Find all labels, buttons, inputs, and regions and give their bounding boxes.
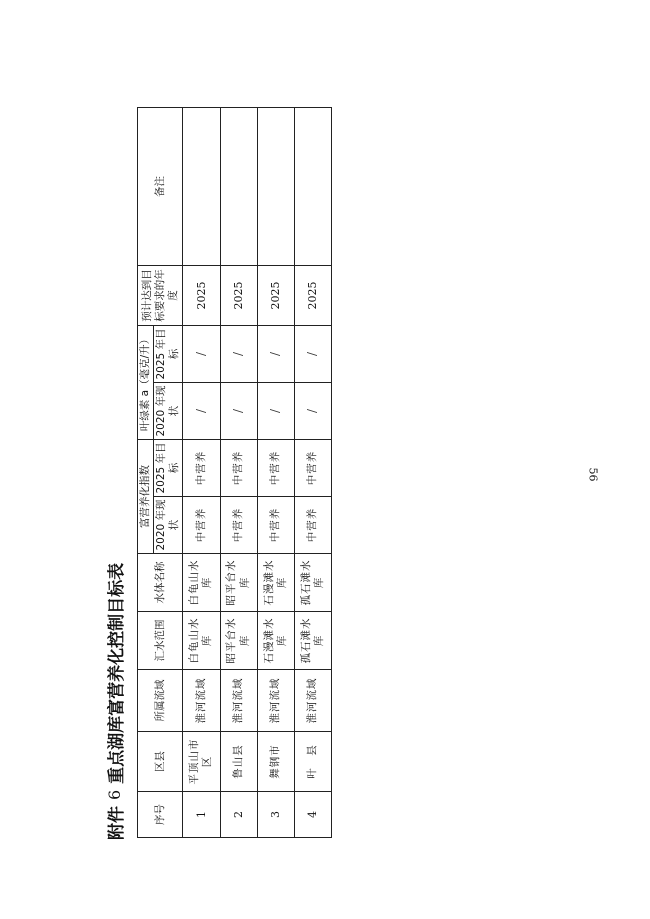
cell-basin: 淮河流域 <box>294 670 331 732</box>
cell-remark <box>294 108 331 266</box>
header-remark: 备注 <box>138 108 183 266</box>
cell-chla-2020: / <box>294 383 331 440</box>
title-prefix: 附件 <box>106 806 127 840</box>
cell-catchment: 白龟山水库 <box>183 612 220 670</box>
cell-seq: 4 <box>294 792 331 838</box>
header-eutro-2020: 2020 年现状 <box>154 497 183 554</box>
cell-county: 舞钢市 <box>257 732 294 792</box>
cell-target-year: 2025 <box>294 266 331 326</box>
cell-remark <box>220 108 257 266</box>
cell-chla-2020: / <box>220 383 257 440</box>
cell-seq: 2 <box>220 792 257 838</box>
table-row <box>183 108 220 838</box>
cell-eutro-2020: 中营养 <box>294 497 331 554</box>
cell-eutro-2020: 中营养 <box>257 497 294 554</box>
cell-eutro-2025: 中营养 <box>257 440 294 497</box>
cell-remark <box>183 108 220 266</box>
cell-remark <box>257 108 294 266</box>
cell-catchment: 孤石滩水库 <box>294 612 331 670</box>
cell-water-body: 石漫滩水库 <box>257 554 294 612</box>
page-title <box>94 560 134 840</box>
cell-eutro-2020: 中营养 <box>220 497 257 554</box>
cell-chla-2025: / <box>294 326 331 383</box>
cell-county: 平顶山市区 <box>183 732 220 792</box>
header-county: 区县 <box>138 732 183 792</box>
cell-water-body: 白龟山水库 <box>183 554 220 612</box>
cell-seq: 3 <box>257 792 294 838</box>
cell-catchment: 昭平台水库 <box>220 612 257 670</box>
header-catchment: 汇水范围 <box>138 612 183 670</box>
cell-chla-2020: / <box>183 383 220 440</box>
cell-water-body: 孤石滩水库 <box>294 554 331 612</box>
cell-basin: 淮河流域 <box>220 670 257 732</box>
table-row <box>257 108 294 838</box>
cell-catchment: 石漫滩水库 <box>257 612 294 670</box>
header-row-1 <box>138 108 154 838</box>
table-row <box>294 108 331 838</box>
header-chlorophyll-group: 叶绿素 a（毫克/升） <box>138 326 154 440</box>
cell-eutro-2025: 中营养 <box>183 440 220 497</box>
cell-seq: 1 <box>183 792 220 838</box>
cell-target-year: 2025 <box>183 266 220 326</box>
header-eutrophication-group: 富营养化指数 <box>138 440 154 554</box>
cell-chla-2025: / <box>220 326 257 383</box>
header-basin: 所属流域 <box>138 670 183 732</box>
cell-eutro-2025: 中营养 <box>220 440 257 497</box>
cell-eutro-2020: 中营养 <box>183 497 220 554</box>
header-water-body: 水体名称 <box>138 554 183 612</box>
cell-eutro-2025: 中营养 <box>294 440 331 497</box>
cell-chla-2025: / <box>183 326 220 383</box>
table-row <box>220 108 257 838</box>
cell-county: 鲁山县 <box>220 732 257 792</box>
cell-chla-2020: / <box>257 383 294 440</box>
cell-basin: 淮河流域 <box>257 670 294 732</box>
title-text: 重点湖库富营养化控制目标表 <box>106 562 127 784</box>
header-chla-2025: 2025 年目标 <box>154 326 183 383</box>
eutrophication-target-table <box>137 107 332 838</box>
cell-target-year: 2025 <box>220 266 257 326</box>
header-seq: 序号 <box>138 792 183 838</box>
header-target-year: 预计达到目标要求的年度 <box>138 266 183 326</box>
table-container <box>137 108 332 838</box>
title-number: 6 <box>104 789 124 800</box>
header-eutro-2025: 2025 年目标 <box>154 440 183 497</box>
cell-water-body: 昭平台水库 <box>220 554 257 612</box>
header-chla-2020: 2020 年现状 <box>154 383 183 440</box>
cell-target-year: 2025 <box>257 266 294 326</box>
cell-chla-2025: / <box>257 326 294 383</box>
cell-county: 叶 县 <box>294 732 331 792</box>
page-number: 56 <box>586 467 600 482</box>
cell-basin: 淮河流域 <box>183 670 220 732</box>
